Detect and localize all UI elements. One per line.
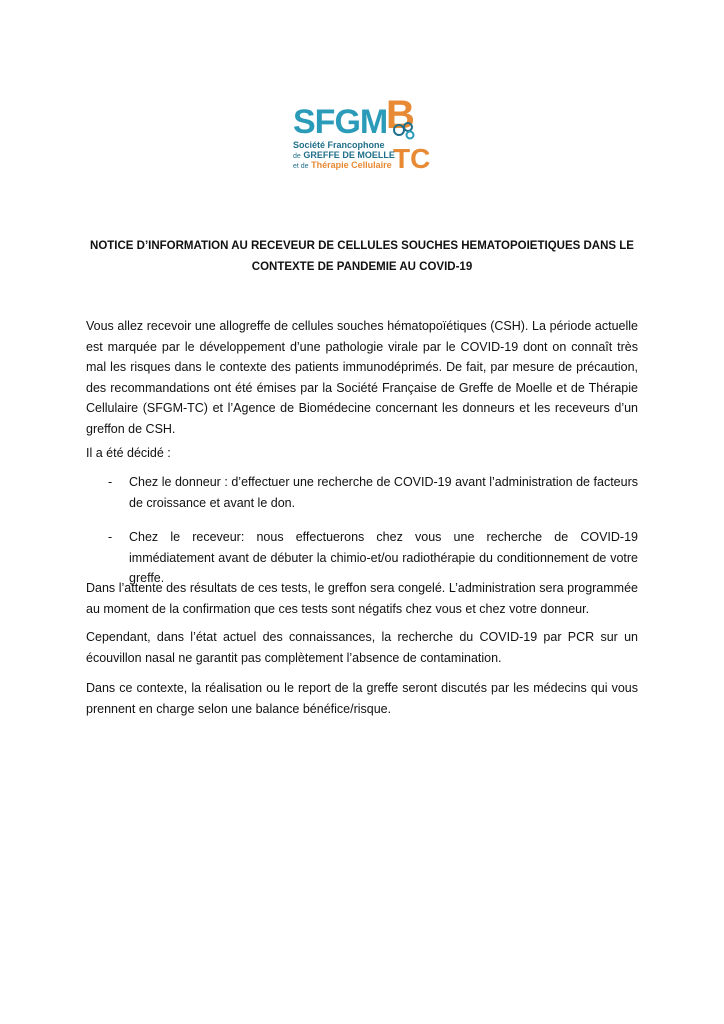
logo-line-3-main: Thérapie Cellulaire xyxy=(311,160,392,170)
logo-line-2-main: GREFFE DE MOELLE xyxy=(303,150,395,160)
logo-b-letter: B xyxy=(386,93,415,137)
context-paragraph: Dans ce contexte, la réalisation ou le report de la greffe seront discutés par les médecins qui vous prennent en charge selon une balance bénéfice/risque. xyxy=(86,681,638,716)
logo-line-2-prefix: de xyxy=(293,153,301,160)
sfgm-tc-logo xyxy=(290,93,440,179)
logo-line-3 xyxy=(293,160,392,172)
logo-rings-icon xyxy=(392,119,418,141)
intro-paragraph: Vous allez recevoir une allogreffe de cellules souches hématopoïétiques (CSH). La période actuelle est marquée par le développement d’une pathologie virale par le COVID-19 dont on connaît très mal les risques dans le contexte des patients immunodéprimés. De fait, par mesure de précaution, des recommandations ont été émises par la Société Française de Greffe de Moelle et de Thérapie Cellulaire (SFGM-TC) et l’Agence de Biomédecine concernant les donneurs et les receveurs d’un greffon de CSH. xyxy=(86,319,638,436)
waiting-paragraph: Dans l’attente des résultats de ces tests, le greffon sera congelé. L’administration sera programmée au moment de la confirmation que ces tests sont négatifs chez vous et chez votre donneur. xyxy=(86,581,638,616)
logo-line-1: Société Francophone xyxy=(293,140,385,150)
list-item-text: Chez le donneur : d’effectuer une recherche de COVID-19 avant l’administration de facteurs de croissance et avant le don. xyxy=(129,475,638,510)
logo-tc: TC xyxy=(393,143,431,174)
document-title: NOTICE D’INFORMATION AU RECEVEUR DE CELLULES SOUCHES HEMATOPOIETIQUES DANS LE CONTEXTE DE PANDEMIE AU COVID-19 xyxy=(90,240,634,273)
decided-paragraph: Il a été décidé : xyxy=(86,446,171,460)
logo-acronym: SFGM xyxy=(293,103,388,141)
list-dash: - xyxy=(108,475,113,489)
logo-line-3-prefix: et de xyxy=(293,163,309,170)
list-dash: - xyxy=(108,530,113,544)
however-paragraph: Cependant, dans l’état actuel des connaissances, la recherche du COVID-19 par PCR sur un écouvillon nasal ne garantit pas complètement l’absence de contamination. xyxy=(86,630,638,665)
list-item-text: Chez le receveur: nous effectuerons chez vous une recherche de COVID-19 immédiatement avant de débuter la chimio-et/ou radiothérapie du conditionnement de votre greffe. xyxy=(129,530,638,585)
